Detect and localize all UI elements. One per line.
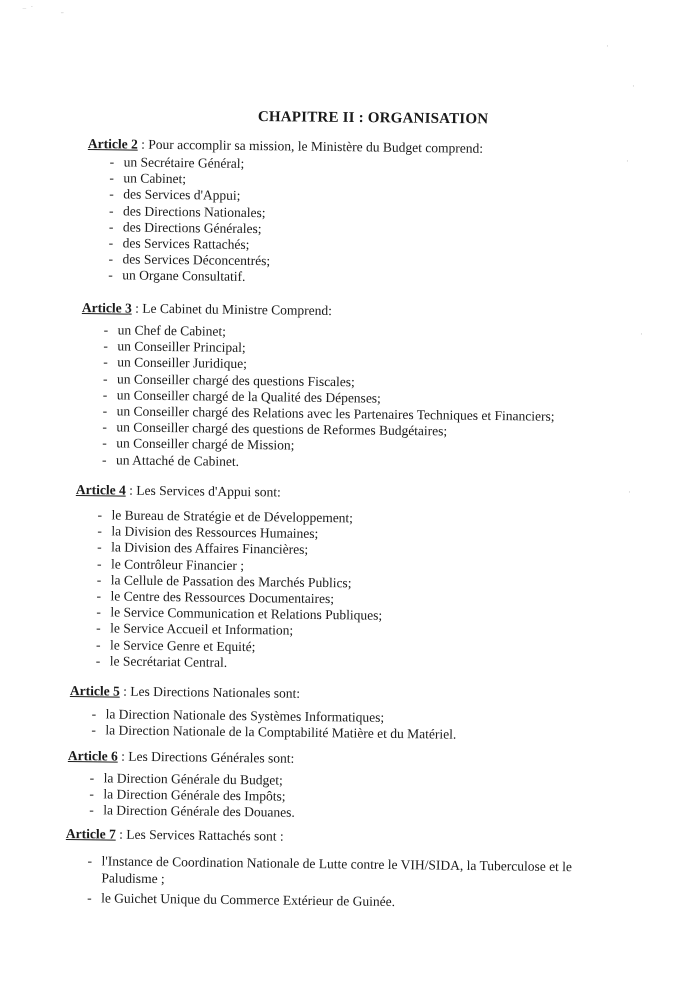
article-list xyxy=(80,322,556,473)
list-item: - la Direction Générale des Douanes. xyxy=(89,802,295,821)
scan-speck: ⁻ ˙ xyxy=(22,6,35,16)
scan-speck: · xyxy=(626,157,629,167)
list-item: - la Direction Générale des Impôts; xyxy=(89,786,286,804)
article-heading xyxy=(66,826,630,849)
article-5 xyxy=(69,683,457,743)
article-intro: : Les Services d'Appui sont: xyxy=(125,482,281,500)
list-item: - le Service Communication et Relations Publiques; xyxy=(96,604,383,623)
list-item: - la Direction Nationale de la Comptabilité Matière et du Matériel. xyxy=(91,722,457,742)
list-item: - la Division des Affaires Financières; xyxy=(97,539,309,558)
scan-speck: · xyxy=(632,82,635,92)
list-item: - le Guichet Unique du Commerce Extérieur de Guinée. xyxy=(87,890,396,910)
article-7 xyxy=(65,826,630,913)
list-item: - un Secrétaire Général; xyxy=(109,154,245,171)
article-2 xyxy=(86,136,483,288)
list-item: - un Conseiller chargé des questions de Reformes Budgétaires; xyxy=(102,419,448,439)
list-item: - le Service Genre et Equité; xyxy=(95,636,256,654)
article-heading xyxy=(68,748,296,767)
list-item: - un Chef de Cabinet; xyxy=(103,322,227,339)
article-list xyxy=(69,706,456,743)
list-item: - un Attaché de Cabinet. xyxy=(101,451,240,469)
list-item: - le Bureau de Stratégie et de Développement; xyxy=(97,507,354,526)
list-item: - des Directions Nationales; xyxy=(109,202,266,220)
list-item: - un Conseiller Juridique; xyxy=(103,354,248,372)
list-item: - des Directions Générales; xyxy=(108,219,262,236)
list-item: - le Secrétariat Central. xyxy=(95,652,228,670)
scan-speck: · xyxy=(606,42,609,52)
list-item: - le Contrôleur Financier ; xyxy=(96,555,245,573)
article-label: Article 7 xyxy=(65,826,116,842)
article-intro: : Les Services Rattachés sont : xyxy=(115,826,284,844)
scan-speck: · xyxy=(628,488,631,498)
article-label: Article 5 xyxy=(69,683,120,699)
list-item: - un Conseiller chargé de Mission; xyxy=(102,435,295,453)
article-heading xyxy=(88,136,483,157)
article-intro: : Les Directions Générales sont: xyxy=(117,748,295,766)
list-item: - des Services d'Appui; xyxy=(109,186,241,204)
list-item: - le Service Accueil et Information; xyxy=(96,620,294,638)
article-list xyxy=(86,154,483,288)
article-label: Article 6 xyxy=(67,748,118,764)
list-item: - la Cellule de Passation des Marchés Publics; xyxy=(96,572,352,591)
list-item: - un Organe Consultatif. xyxy=(108,267,246,285)
scan-speck: ˉ xyxy=(60,12,65,22)
article-label: Article 3 xyxy=(81,300,132,316)
article-heading xyxy=(82,300,556,322)
list-item: - un Cabinet; xyxy=(109,170,187,187)
list-item: - la Direction Générale du Budget; xyxy=(89,770,283,788)
article-intro: : Pour accomplir sa mission, le Ministère du Budget comprend: xyxy=(137,136,484,156)
article-list xyxy=(67,770,295,821)
article-list xyxy=(65,852,630,913)
chapter-title: CHAPITRE II : ORGANISATION xyxy=(257,109,489,128)
article-intro: : Les Directions Nationales sont: xyxy=(119,683,301,701)
scan-speck: · xyxy=(640,330,643,340)
article-intro: : Le Cabinet du Ministre Comprend: xyxy=(131,300,333,319)
article-6 xyxy=(67,748,295,821)
article-label: Article 2 xyxy=(87,136,138,152)
list-item: - un Conseiller chargé des Relations avec les Partenaires Techniques et Financiers; xyxy=(102,403,555,424)
list-item: - le Centre des Ressources Documentaires; xyxy=(96,588,335,607)
list-item: - l'Instance de Coordination Nationale de Lutte contre le VIH/SIDA, la Tuberculose et le Paludisme ; xyxy=(87,853,573,887)
article-list xyxy=(74,507,384,673)
article-4 xyxy=(74,482,384,673)
article-heading xyxy=(76,482,384,502)
list-item: - la Direction Nationale des Systèmes Informatiques; xyxy=(91,706,385,725)
list-item: - des Services Déconcentrés; xyxy=(108,251,271,269)
list-item: - un Conseiller Principal; xyxy=(103,338,246,356)
list-item: - un Conseiller chargé des questions Fiscales; xyxy=(102,370,355,389)
article-heading xyxy=(70,683,457,704)
list-item: - un Conseiller chargé de la Qualité des Dépenses; xyxy=(102,387,381,406)
list-item: - la Division des Ressources Humaines; xyxy=(97,523,319,542)
article-label: Article 4 xyxy=(75,482,126,498)
article-3 xyxy=(80,300,556,473)
list-item: - des Services Rattachés; xyxy=(108,235,250,252)
